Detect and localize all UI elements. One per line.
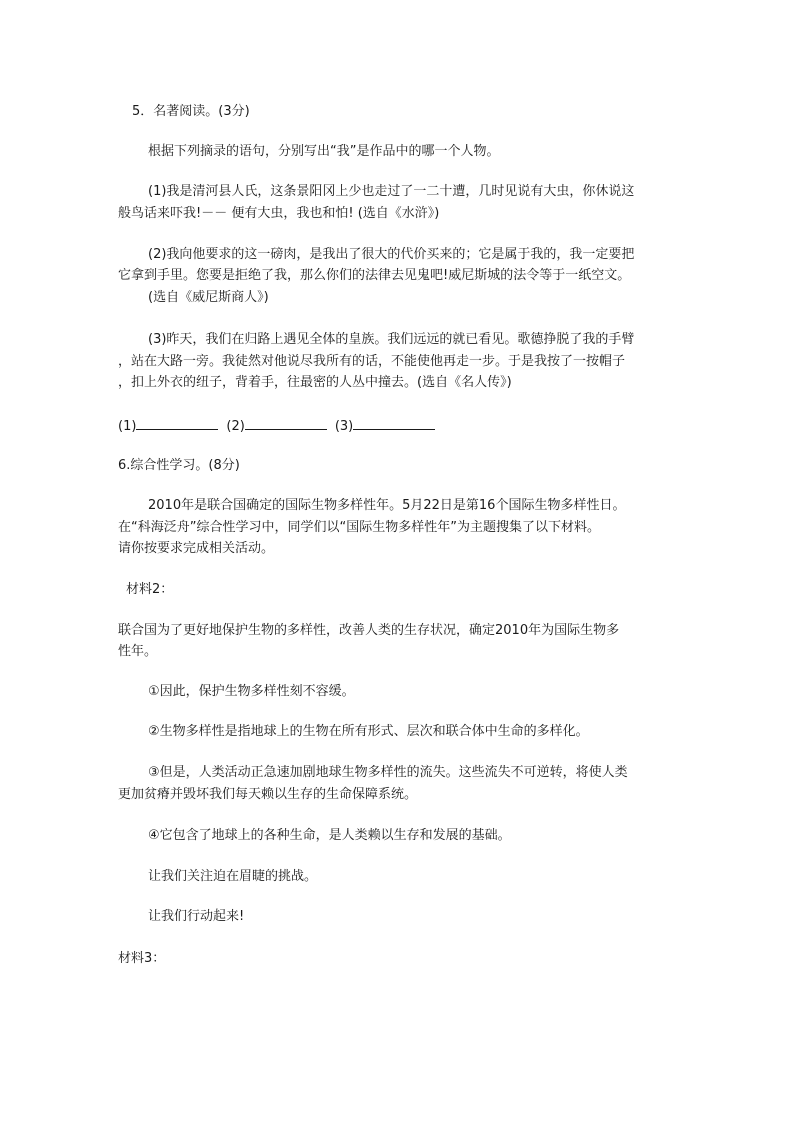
q5-title: 5．名著阅读。(3分) <box>132 104 250 119</box>
answer-3-blank[interactable] <box>353 417 435 430</box>
sentence-1: ①因此，保护生物多样性刻不容缓。 <box>148 684 355 699</box>
material-2-line-2: 性年。 <box>118 644 158 659</box>
sentence-2: ②生物多样性是指地球上的生物在所有形式、层次和联合体中生命的多样化。 <box>148 724 589 739</box>
q5-passage-2-line-2: 它拿到手里。您要是拒绝了我，那么你们的法律去见鬼吧!威尼斯城的法令等于一纸空文。 <box>118 268 631 283</box>
q5-answer-row <box>118 417 443 435</box>
answer-2-label: (2) <box>226 419 245 434</box>
answer-2-blank[interactable] <box>245 417 327 430</box>
q5-instruction: 根据下列摘录的语句，分别写出“我”是作品中的哪一个人物。 <box>148 144 500 159</box>
answer-1-blank[interactable] <box>136 417 218 430</box>
sentence-3-line-1: ③但是，人类活动正急速加剧地球生物多样性的流失。这些流失不可逆转，将使人类 <box>148 765 628 780</box>
material-3-label: 材料3： <box>118 951 166 966</box>
q6-intro-line-3: 请你按要求完成相关活动。 <box>118 541 275 556</box>
q5-passage-3-line-1: (3)昨天，我们在归路上遇见全体的皇族。我们远远的就已看见。歌德挣脱了我的手臂 <box>148 332 635 347</box>
answer-3-label: (3) <box>334 419 354 434</box>
q5-passage-2-line-3: (选自《威尼斯商人》) <box>148 290 269 305</box>
q6-title: 6.综合性学习。(8分) <box>118 458 240 473</box>
q5-passage-3-line-3: ，扣上外衣的纽子，背着手，往最密的人丛中撞去。(选自《名人传》) <box>118 375 512 390</box>
sentence-3-line-2: 更加贫瘠并毁坏我们每天赖以生存的生命保障系统。 <box>118 787 418 802</box>
sentence-4: ④它包含了地球上的各种生命，是人类赖以生存和发展的基础。 <box>148 828 511 843</box>
q5-passage-2-line-1: (2)我向他要求的这一磅肉，是我出了很大的代价买来的；它是属于我的，我一定要把 <box>148 247 635 262</box>
material-2-line-1: 联合国为了更好地保护生物的多样性，改善人类的生存状况，确定2010年为国际生物多 <box>118 623 620 638</box>
material-2-label: 材料2： <box>126 582 174 597</box>
q5-passage-1-line-2: 般鸟话来吓我!－－ 便有大虫，我也和怕! (选自《水浒》) <box>118 206 440 221</box>
answer-1-label: (1) <box>118 419 137 434</box>
q6-intro-line-2: 在“科海泛舟”综合性学习中，同学们以“国际生物多样性年”为主题搜集了以下材料。 <box>118 520 600 535</box>
q5-passage-1-line-1: (1)我是清河县人氏，这条景阳冈上少也走过了一二十遭，几时见说有大虫，你休说这 <box>148 184 635 199</box>
q5-passage-3-line-2: ，站在大路一旁。我徒然对他说尽我所有的话，不能使他再走一步。于是我按了一按帽子 <box>118 354 626 369</box>
q6-intro-line-1: 2010年是联合国确定的国际生物多样性年。5月22日是第16个国际生物多样性日。 <box>148 498 626 513</box>
call-to-attention: 让我们关注迫在眉睫的挑战。 <box>148 869 318 884</box>
call-to-action: 让我们行动起来! <box>148 909 245 924</box>
